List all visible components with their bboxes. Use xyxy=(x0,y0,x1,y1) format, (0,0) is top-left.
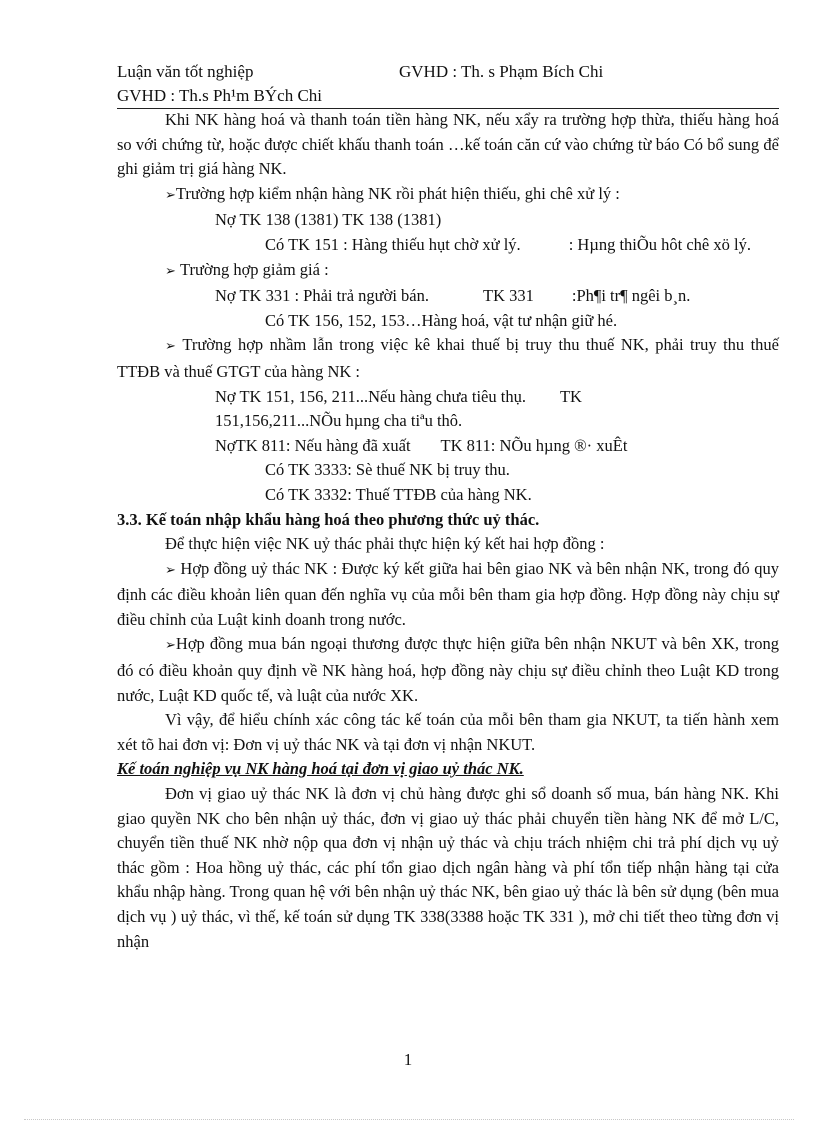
entry-debit-811 xyxy=(117,434,779,459)
entry-debit-811-garbled: TK 811: NÕu hµng ®· xuÊt xyxy=(440,435,628,455)
bullet-entrust-contract-text: Hợp đồng uỷ thác NK : Được ký kết giữa hai bên giao NK và bên nhận NK, trong đó quy định các điều khoản liên quan đến nghĩa vụ của mỗi bên tham gia hợp đồng. Hợp đồng này chịu sự điều chỉnh của Luật kinh doanh trong nước. xyxy=(117,558,779,629)
entry-credit-156: Có TK 156, 152, 153…Hàng hoá, vật tư nhận giữ hé. xyxy=(265,310,618,330)
entry-debit-331-garbled: :Ph¶i tr¶ ngêi b¸n. xyxy=(571,286,691,306)
bullet-shortage xyxy=(117,182,779,209)
entry-debit-331-code: TK 331 xyxy=(482,286,534,306)
entry-debit-138: Nợ TK 138 (1381) TK 138 (1381) xyxy=(215,210,442,230)
entry-debit-331 xyxy=(117,284,779,309)
entry-credit-151-text: Có TK 151 : Hàng thiếu hụt chờ xử lý. xyxy=(265,234,521,254)
entry-debit-151-text: Nợ TK 151, 156, 211...Nếu hàng chưa tiêu thụ. xyxy=(215,386,526,406)
entry-debit-331-text: Nợ TK 331 : Phải trả người bán. xyxy=(215,286,429,306)
arrow-bullet-icon: ➢ xyxy=(165,562,176,578)
entry-debit-811-text: NợTK 811: Nếu hàng đã xuất xyxy=(215,435,411,455)
arrow-bullet-icon: ➢ xyxy=(165,187,176,203)
arrow-bullet-icon: ➢ xyxy=(165,638,176,654)
paragraph-entrusting-unit: Đơn vị giao uỷ thác NK là đơn vị chủ hàng được ghi sổ doanh số mua, bán hàng NK. Khi giao quyền NK cho bên nhận uỷ thác, đơn vị giao uỷ thác phải chuyển tiền hàng NK để mở L/C, chuyển tiền thuế NK nhờ nộp qua đơn vị nhận uỷ thác và chịu trách nhiệm chi trả phí dịch vụ uỷ thác gồm : Hoa hồng uỷ thác, các phí tổn giao dịch ngân hàng và phí tổn tiếp nhận hàng tại cửa khẩu nhập hàng. Trong quan hệ với bên nhận uỷ thác NK, bên giao uỷ thác là bên sử dụng (bên mua dịch vụ ) uỷ thác, vì thế, kế toán sử dụng TK 338(3388 hoặc TK 331 ), mở chi tiết theo từng đơn vị nhận xyxy=(117,784,779,951)
subsection-heading-entrusting-unit: Kế toán nghiệp vụ NK hàng hoá tại đơn vị giao uỷ thác NK. xyxy=(117,759,524,779)
bullet-shortage-text: Trường hợp kiểm nhận hàng NK rồi phát hiện thiếu, ghi chê xử lý : xyxy=(175,183,620,203)
paragraph-therefore: Vì vậy, để hiểu chính xác công tác kế toán của mỗi bên tham gia NKUT, ta tiến hành xem xét tõ hai đơn vị: Đơn vị uỷ thác NK và tại đơn vị nhận NKUT. xyxy=(117,710,779,754)
page-bottom-dotted-line xyxy=(24,1119,794,1120)
entry-debit-151 xyxy=(117,385,779,434)
arrow-bullet-icon: ➢ xyxy=(165,339,176,355)
header-thesis-title: Luận văn tốt nghiệp xyxy=(117,62,254,81)
entry-credit-151-garbled: : Hµng thiÕu hôt chê xö lý. xyxy=(568,234,751,254)
bullet-tax-error-text: Trường hợp nhầm lẫn trong việc kê khai thuế bị truy thu thuế NK, phải truy thu thuế TTĐB và thuế GTGT của hàng NK : xyxy=(117,335,779,381)
section-heading-3-3: 3.3. Kế toán nhập khẩu hàng hoá theo phương thức uỷ thác. xyxy=(117,509,540,529)
entry-credit-3333: Có TK 3333: Sè thuế NK bị truy thu. xyxy=(265,460,510,480)
header-advisor-garbled: GVHD : Th.s Ph¹m BÝch Chi xyxy=(117,86,323,105)
bullet-entrust-contract xyxy=(117,557,779,633)
entry-debit-151-code: TK xyxy=(559,386,582,406)
bullet-trade-contract xyxy=(117,632,779,708)
bullet-trade-contract-text: Hợp đồng mua bán ngoại thương được thực hiện giữa bên nhận NKUT và bên XK, trong đó có điều khoản quy định về NK hàng hoá, hợp đồng này chịu sự điều chỉnh theo Luật KD trong nước, Luật KD quốc tế, và luật của nước XK. xyxy=(117,634,779,705)
bullet-discount xyxy=(117,258,779,285)
paragraph-discrepancy: Khi NK hàng hoá và thanh toán tiền hàng NK, nếu xẩy ra trường hợp thừa, thiếu hàng hoá so với chứng từ, hoặc được chiết khấu thanh toán …kế toán căn cứ vào chứng từ báo Có bổ sung để ghi giảm trị giá hàng NK. xyxy=(117,110,779,179)
document-body xyxy=(117,108,779,954)
bullet-discount-text: Trường hợp giảm giá : xyxy=(180,259,329,279)
arrow-bullet-icon: ➢ xyxy=(165,263,176,279)
entry-credit-3332: Có TK 3332: Thuế TTĐB của hàng NK. xyxy=(265,484,532,504)
page-number: 1 xyxy=(403,1050,413,1069)
header-advisor: GVHD : Th. s Phạm Bích Chi xyxy=(399,62,604,81)
bullet-tax-error xyxy=(117,333,779,384)
entry-credit-151 xyxy=(117,233,779,258)
paragraph-two-contracts: Để thực hiện việc NK uỷ thác phải thực hiện ký kết hai hợp đồng : xyxy=(165,534,605,554)
entry-debit-151-garbled: 151,156,211...NÕu hµng cha tiªu thô. xyxy=(215,411,463,431)
